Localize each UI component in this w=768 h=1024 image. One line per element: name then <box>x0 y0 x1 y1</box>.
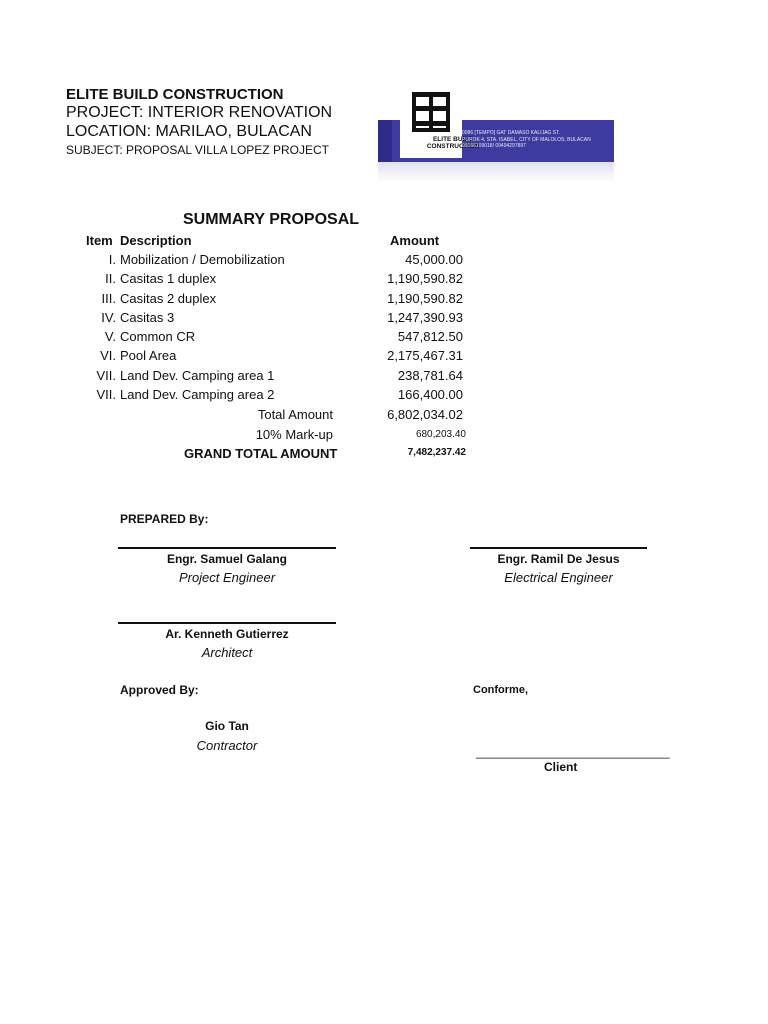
item-amount: 2,175,467.31 <box>387 348 463 363</box>
item-amount: 166,400.00 <box>397 387 463 402</box>
item-amount: 1,247,390.93 <box>387 310 463 325</box>
summary-title: SUMMARY PROPOSAL <box>183 211 360 228</box>
company-address: 0086 [TEMPO] GAT DAMASO KALIJAG ST. PUROK 4, STA. ISABEL, CITY OF MALOLOS, BULACAN 09166109018/ 09494297897 <box>462 130 591 149</box>
table-row <box>0 271 768 290</box>
grand-total-label: GRAND TOTAL AMOUNT <box>184 446 338 461</box>
item-amount: 1,190,590.82 <box>387 291 463 306</box>
item-description: Casitas 1 duplex <box>120 271 217 286</box>
conforme-label: Conforme, <box>473 684 528 696</box>
item-description: Pool Area <box>120 348 177 363</box>
building-logo-icon <box>400 88 480 158</box>
header-amount: Amount <box>390 233 440 248</box>
markup-label: 10% Mark-up <box>255 427 333 442</box>
approver-name: Gio Tan <box>205 719 249 733</box>
item-number: I. <box>108 252 116 267</box>
item-amount: 45,000.00 <box>405 252 463 267</box>
table-row <box>0 329 768 348</box>
project-line: PROJECT: INTERIOR RENOVATION <box>66 104 333 121</box>
company-name: ELITE BUILD CONSTRUCTION <box>66 86 284 103</box>
signatory-title: Electrical Engineer <box>504 570 613 585</box>
item-amount: 547,812.50 <box>397 329 463 344</box>
signatory-name: Engr. Samuel Galang <box>166 552 288 566</box>
logo-caption: ELITE BUILD CONSTRUCTION <box>426 136 480 150</box>
header-item: Item <box>86 233 113 248</box>
approver-title: Contractor <box>196 738 258 753</box>
signature-line <box>118 547 336 549</box>
item-number: IV. <box>101 310 116 325</box>
approved-by-label: Approved By: <box>120 683 199 697</box>
total-amount-value: 6,802,034.02 <box>387 407 463 422</box>
signatory-name: Ar. Kenneth Gutierrez <box>165 627 289 641</box>
signature-line <box>470 547 647 549</box>
item-description: Casitas 3 <box>120 310 175 325</box>
item-number: VII. <box>96 387 116 402</box>
signatory-title: Architect <box>201 645 253 660</box>
item-description: Land Dev. Camping area 1 <box>120 368 275 383</box>
table-row <box>0 348 768 367</box>
item-description: Common CR <box>120 329 196 344</box>
item-description: Casitas 2 duplex <box>120 291 217 306</box>
item-number: V. <box>104 329 116 344</box>
subject-line: SUBJECT: PROPOSAL VILLA LOPEZ PROJECT <box>66 143 329 157</box>
table-row <box>0 291 768 310</box>
client-signature-line: _____________________________ <box>476 745 670 759</box>
item-number: VI. <box>100 348 116 363</box>
header-description: Description <box>120 233 192 248</box>
item-amount: 238,781.64 <box>397 368 463 383</box>
item-number: II. <box>105 271 116 286</box>
item-description: Land Dev. Camping area 2 <box>120 387 275 402</box>
logo-reflection <box>378 162 614 182</box>
company-logo-banner <box>378 84 614 162</box>
item-number: III. <box>101 291 116 306</box>
signatory-name: Engr. Ramil De Jesus <box>497 552 620 566</box>
table-row <box>0 252 768 271</box>
client-label: Client <box>544 760 578 774</box>
grand-total-value: 7,482,237.42 <box>407 447 466 458</box>
prepared-by-label: PREPARED By: <box>120 512 209 526</box>
signature-line <box>118 622 336 624</box>
item-number: VII. <box>96 368 116 383</box>
item-description: Mobilization / Demobilization <box>120 252 285 267</box>
total-amount-label: Total Amount <box>257 407 333 422</box>
location-line: LOCATION: MARILAO, BULACAN <box>66 123 312 140</box>
table-row <box>0 310 768 329</box>
markup-value: 680,203.40 <box>415 429 466 440</box>
signatory-title: Project Engineer <box>178 570 276 585</box>
table-row <box>0 368 768 387</box>
table-row <box>0 387 768 406</box>
item-amount: 1,190,590.82 <box>387 271 463 286</box>
